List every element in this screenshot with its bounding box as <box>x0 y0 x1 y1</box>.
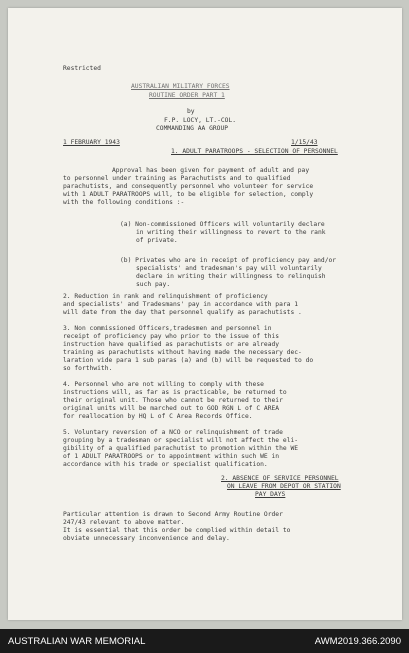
paragraph-line: 4. Personnel who are not willing to comply with these <box>63 381 264 388</box>
officer-name: F.P. LOCY, LT.-COL. <box>164 117 237 124</box>
paragraph-line: accordance with his trade or specialist qualification. <box>63 461 268 468</box>
section-heading: 2. ABSENCE OF SERVICE PERSONNEL <box>221 475 339 482</box>
paragraph-line: 5. Voluntary reversion of a NCO or relinquishment of trade <box>63 429 283 436</box>
paragraph-line: receipt of proficiency pay who prior to the issue of this <box>63 333 280 340</box>
paragraph-line: their original unit. Those who cannot be returned to their <box>63 397 283 404</box>
paragraph-line: (b) Privates who are in receipt of proficiency pay and/or <box>120 257 337 264</box>
closing-line: obviate unnecessary inconvenience and delay. <box>63 535 230 542</box>
paragraph-line: original units will be marched out to GOD RGN L of C AREA <box>63 405 280 412</box>
paragraph-line: for reallocation by HQ L of C Area Records Office. <box>63 413 253 420</box>
paragraph-line: training as parachutists without having made the necessary dec- <box>63 349 302 356</box>
section-heading: PAY DAYS <box>255 491 286 498</box>
paragraph-line: so forthwith. <box>63 365 113 372</box>
accession-number: AWM2019.366.2090 <box>314 635 401 647</box>
paragraph-line: specialists' and tradesman's pay will voluntarily <box>136 265 322 272</box>
order-ref: 1/15/43 <box>291 139 318 146</box>
command-name: COMMANDING AA GROUP <box>156 125 229 132</box>
paragraph-line: with the following conditions :- <box>63 199 185 206</box>
paragraph-line: to personnel under training as Parachutists and to qualified <box>63 175 291 182</box>
paragraph-line: 3. Non commissioned Officers,tradesmen and personnel in <box>63 325 272 332</box>
paragraph-line: gibility of a qualified parachutist to promotion within the WE <box>63 445 299 452</box>
paragraph-line: parachutists, and consequently personnel who volunteer for service <box>63 183 314 190</box>
order-title: ROUTINE ORDER PART 1 <box>149 92 225 99</box>
classification-label: Restricted <box>63 65 101 72</box>
document-page <box>8 8 402 620</box>
document-body <box>8 8 402 620</box>
paragraph-line: in writing their willingness to revert to the rank <box>136 229 326 236</box>
by-label: by <box>187 108 195 115</box>
closing-line: Particular attention is drawn to Second Army Routine Order <box>63 511 283 518</box>
section-heading: ON LEAVE FROM DEPOT OR STATION <box>227 483 341 490</box>
paragraph-line: instructions will, as far as is practicable, be returned to <box>63 389 287 396</box>
paragraph-line: (a) Non-commissioned Officers will voluntarily declare <box>120 221 325 228</box>
paragraph-line: laration vide para 1 sub paras (a) and (b) will be requested to do <box>63 357 314 364</box>
subject-heading: 1. ADULT PARATROOPS - SELECTION OF PERSONNEL <box>171 148 338 155</box>
paragraph-line: instruction have qualified as parachutists or are already <box>63 341 280 348</box>
paragraph-line: such pay. <box>136 281 171 288</box>
paragraph-line: declare in writing their willingness to relinquish <box>136 273 326 280</box>
paragraph-line: with 1 ADULT PARATROOPS will, to be eligible for selection, comply <box>63 191 314 198</box>
paragraph-line: of private. <box>136 237 178 244</box>
paragraph-line: grouping by a tradesman or specialist will not affect the eli- <box>63 437 299 444</box>
archive-footer <box>0 629 409 653</box>
paragraph-line: will date from the day that personnel qualify as parachutists . <box>63 309 302 316</box>
paragraph-line: and specialists' and Tradesmans' pay in accordance with para 1 <box>63 301 299 308</box>
paragraph-line: of 1 ADULT PARATROOPS or to appointment within such WE in <box>63 453 280 460</box>
paragraph-line: Approval has been given for payment of adult and pay <box>112 167 310 174</box>
institution-label: AUSTRALIAN WAR MEMORIAL <box>8 635 146 647</box>
order-date: 1 FEBRUARY 1943 <box>63 139 120 146</box>
closing-line: 247/43 relevant to above matter. <box>63 519 185 526</box>
paragraph-line: 2. Reduction in rank and relinquishment of proficiency <box>63 293 268 300</box>
org-title: AUSTRALIAN MILITARY FORCES <box>131 83 230 90</box>
closing-line: It is essential that this order be complied within detail to <box>63 527 291 534</box>
